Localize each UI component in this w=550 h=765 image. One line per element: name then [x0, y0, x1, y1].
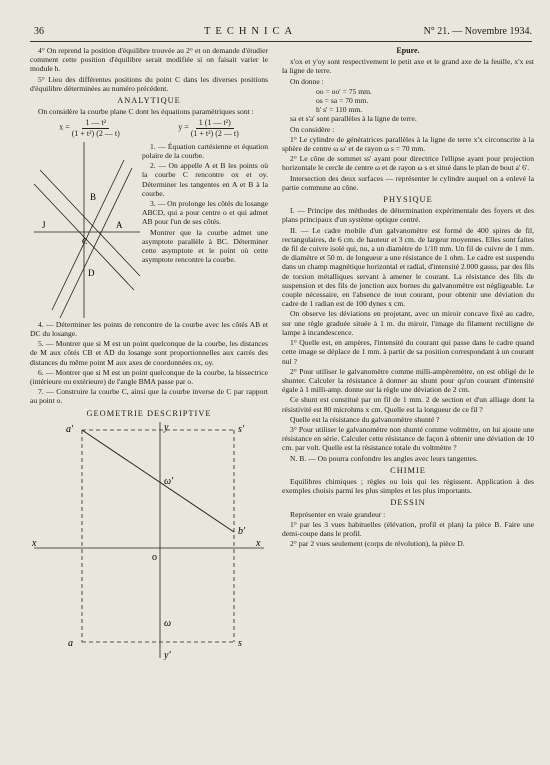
epure-title: Epure.: [396, 46, 420, 55]
label-y-top: y: [164, 421, 169, 433]
question-7: 7. — Construire la courbe C, ainsi que la courbe inverse de C par rapport au point o.: [30, 387, 268, 406]
question-1: 1. — Équation cartésienne et équation polaire de la courbe.: [142, 141, 268, 161]
section-title-physique: PHYSIQUE: [383, 195, 433, 205]
label-o: o: [152, 551, 157, 563]
paragraph: On considère :: [290, 124, 335, 134]
label-J: J: [42, 219, 46, 230]
paragraph: 4° On reprend la position d'équilibre trouvée au 2° et on demande d'étudier comment cette position d'équilibre serait modifiée si on faisait varier le module h.: [30, 46, 268, 74]
label-x-right: x: [256, 537, 261, 549]
parametric-equations: [30, 118, 268, 137]
question-2: 2. — On appelle A et B les points où la courbe C rencontre ox et oy. Déterminer les tangentes en A et B à la courbe.: [142, 161, 268, 198]
label-omega-prime: ω': [164, 475, 174, 487]
equation-y: y = $\frac{\text{1 (1 — t²)}}{\text{(1 + t²) (2 — t)}}$: [178, 118, 239, 138]
page-number: 36: [34, 26, 44, 37]
paragraph: 1° par les 3 vues habituelles (élévation, profil et plan) la pièce B. Faire une demi-coupe dans le profil.: [282, 519, 534, 538]
paragraph: 2° Pour utiliser le galvanomètre comme milli-ampèremètre, on est obligé de le shunter. Calculer la résistance à donner au shunt pour qu'un courant d'intensité égale à 1 milli-amp. donne sur la règle une déviation de 2 cm.: [282, 366, 534, 395]
section-title-chimie: CHIMIE: [390, 465, 426, 475]
issue-info: N° 21. — Novembre 1934.: [423, 26, 532, 37]
rhombus-figure: [30, 140, 142, 320]
question-5: 5. — Montrer que si M est un point quelconque de la courbe, les distances de M aux côtés CB et AD du losange sont proportionnelles aux carrés des distances du même point M aux axes de coordonnées ox, oy.: [30, 339, 268, 367]
given-values: [282, 87, 534, 115]
label-A: A: [116, 219, 123, 230]
label-a-prime: a': [66, 423, 74, 435]
label-a: a: [68, 637, 73, 649]
paragraph: Ce shunt est constitué par un fil de 1 mm. 2 de section et d'un alliage dont la résistivité est 80 microhms x cm. Quelle est la longueur de ce fil ?: [282, 395, 534, 414]
paragraph: N. B. — On pourra confondre les angles avec leurs tangentes.: [290, 453, 478, 463]
label-b-prime: b': [238, 525, 246, 537]
figure-block: [30, 140, 268, 320]
paragraph: 3° Pour utiliser le galvanomètre non shunté comme voltmètre, on lui ajoute une résistance en série. Calculer cette résistance de façon à obtenir une déviation de 10 cm. par volt. Quelle est la résistance totale du voltmètre ?: [282, 424, 534, 453]
paragraph: On considère la courbe plane C dont les équations paramétriques sont :: [38, 107, 254, 117]
paragraph: On donne :: [290, 76, 324, 86]
paragraph: x'ox et y'oy sont respectivement le petit axe et le grand axe de la feuille, x'x est la ligne de terre.: [282, 57, 534, 76]
paragraph: Quelle est la résistance du galvanomètre shunté ?: [290, 414, 440, 424]
section-title-dessin: DESSIN: [390, 498, 426, 508]
given-value: os = sa = 70 mm.: [316, 96, 369, 106]
paragraph: On observe les déviations en projetant, avec un miroir concave fixé au cadre, sur une règle graduée située à 1 m. du miroir, l'image du filament rectiligne de lampe à incandescence.: [282, 309, 534, 337]
question-4: 4. — Déterminer les points de rencontre de la courbe avec les côtés AB et DC du losange.: [30, 319, 268, 339]
label-B: B: [90, 191, 97, 202]
questions-block: [142, 140, 268, 320]
descriptive-geometry-figure: [30, 420, 268, 660]
right-column: [282, 46, 534, 549]
paragraph: 2° par 2 vues seulement (corps de révolution), la pièce D.: [290, 539, 465, 549]
journal-title: TECHNICA: [204, 26, 298, 37]
paragraph: I. — Principe des méthodes de détermination expérimentale des foyers et des plans principaux d'un système optique centré.: [282, 206, 534, 225]
paragraph: Equilibres chimiques ; règles ou lois qui les régissent. Application à des exemples choisis parmi les plus simples et les plus importants.: [282, 476, 534, 496]
paragraph: II. — Le cadre mobile d'un galvanomètre est formé de 400 spires de fil, rectangulaires, de 6 cm. de hauteur et 3 cm. de largeur moyennes. Elles sont faites de fil de cuivre isolé qui, nu, a un diamètre de 1/10 mm. Un fil de cuivre de 1 mm. de diamètre et 50 m. de longueur a une résistance de 1 ohm. Le cadre est suspendu dans un champ magnétique horizontal et radial, d'intensité 2.000 gauss, par des fils de torsion métalliques servant à amener le courant. La résistance des fils de suspension et des fils de jonction aux bornes du galvanomètre est négligeable. Le couple nécessaire, en l'absence de tout courant, pour obtenir une déviation du cadre de 1 radian est de 100 dynes x cm.: [282, 225, 534, 309]
label-D: D: [88, 267, 95, 278]
label-omega: ω: [164, 617, 172, 629]
section-title-analytique: ANALYTIQUE: [117, 96, 181, 106]
paragraph: Représenter en vraie grandeur :: [290, 509, 386, 519]
label-x-left: x: [32, 537, 37, 549]
label-s: s: [238, 637, 242, 649]
question-3b: Montrer que la courbe admet une asymptote parallèle à BC. Déterminer cette asymptote et le point où cette asymptote rencontre la courbe.: [142, 227, 268, 265]
question-6: 6. — Montrer que si M est un point quelconque de la courbe, la bissectrice (intérieure ou extérieure) de l'angle BMA passe par o.: [30, 367, 268, 387]
page-header: [34, 26, 532, 40]
equation-x: x = $\frac{\text{1 — t²}}{\text{(1 + t²) (2 — t)}}$: [59, 118, 120, 138]
label-C: C: [82, 236, 88, 246]
given-value: h' s' = 110 mm.: [316, 105, 363, 115]
label-s-prime: s': [238, 423, 245, 435]
paragraph: 1° Le cylindre de génératrices parallèles à la ligne de terre x'x circonscrite à la sphère de centre ω ω' et de rayon ω s = 70 mm.: [282, 134, 534, 154]
section-title-geometrie: GEOMETRIE DESCRIPTIVE: [86, 408, 212, 418]
given-value: oo = oo' = 75 mm.: [316, 86, 372, 96]
question-3: 3. — On prolonge les côtés du losange ABCD, qui a pour centre o et qui admet AB pour l'un de ses côtés.: [142, 199, 268, 227]
paragraph: 2° Le cône de sommet ss' ayant pour directrice l'ellipse ayant pour projection horizontale le cercle de centre ω et de rayon ω s et situé dans le plan de bout a' 6'.: [282, 154, 534, 173]
label-y-bottom: y': [164, 649, 171, 660]
paragraph: sa et s'a' sont parallèles à la ligne de terre.: [290, 114, 417, 124]
left-column: [30, 46, 268, 662]
header-rule: [30, 41, 532, 42]
paragraph: 1° Quelle est, en ampères, l'intensité du courant qui passe dans le cadre quand cette image se déplace de 1 mm. à partir de sa position correspondant à un courant nul ?: [282, 338, 534, 366]
paragraph: 5° Lieu des différentes positions du point C dans les diverses positions d'équilibre déterminées au numéro précédent.: [30, 74, 268, 93]
paragraph: Intersection des deux surfaces — représenter le cylindre auquel on a enlevé la partie commune au cône.: [282, 173, 534, 192]
